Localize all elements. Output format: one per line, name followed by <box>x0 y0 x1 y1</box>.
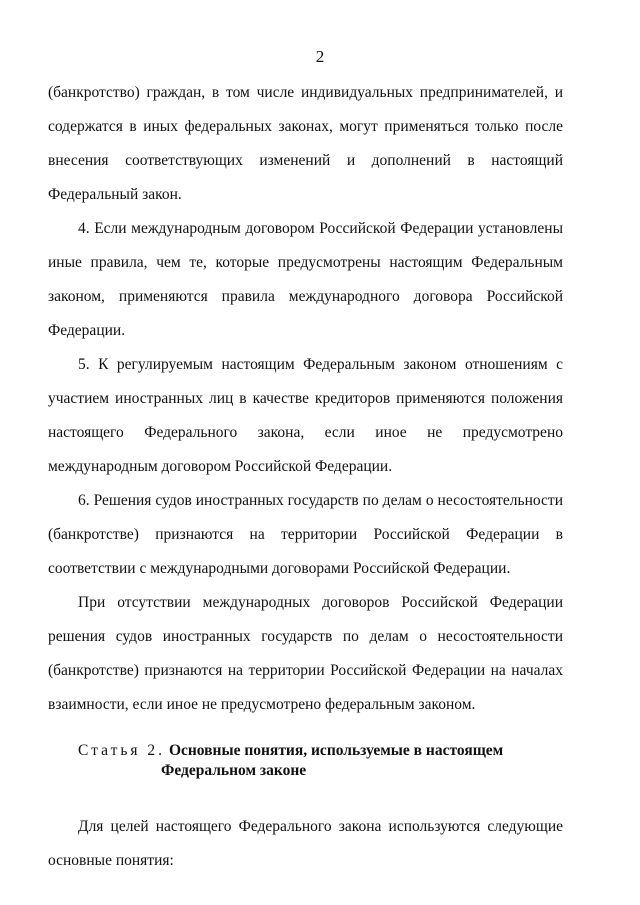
page-number: 2 <box>315 47 325 66</box>
article-heading <box>78 741 558 781</box>
paragraph-reciprocity: При отсутствии международных договоров Российской Федерации решения судов иностранных государств по делам о несостоятельности (банкротстве) признаются на территории Российской Федерации на началах взаимности, если иное не предусмотрено федеральным законом. <box>48 594 563 713</box>
paragraph-item-4: 4. Если международным договором Российской Федерации установлены иные правила, чем те, которые предусмотрены настоящим Федеральным законом, применяются правила международного договора Российской Федерации. <box>48 220 563 339</box>
article-title-line-1: Основные понятия, используемые в настоящем <box>168 742 504 759</box>
paragraph-definitions-intro: Для целей настоящего Федерального закона используются следующие основные понятия: <box>48 818 563 869</box>
document-body <box>48 76 563 722</box>
paragraph-continuation: (банкротство) граждан, в том числе индивидуальных предпринимателей, и содержатся в иных федеральных законах, могут применяться только после внесения соответствующих изменений и дополнений в настоящий Федеральный закон. <box>48 84 563 203</box>
paragraph-item-5: 5. К регулируемым настоящим Федеральным законом отношениям с участием иностранных лиц в качестве кредиторов применяются положения настоящего Федерального закона, если иное не предусмотрено международным договором Российской Федерации. <box>48 356 563 475</box>
paragraph-item-6: 6. Решения судов иностранных государств по делам о несостоятельности (банкротстве) признаются на территории Российской Федерации в соответствии с международными договорами Российской Федерации. <box>48 492 563 577</box>
article-number: Статья 2. <box>78 742 166 759</box>
article-title-line-2: Федеральном законе <box>161 762 307 779</box>
document-body-continued <box>48 810 563 878</box>
